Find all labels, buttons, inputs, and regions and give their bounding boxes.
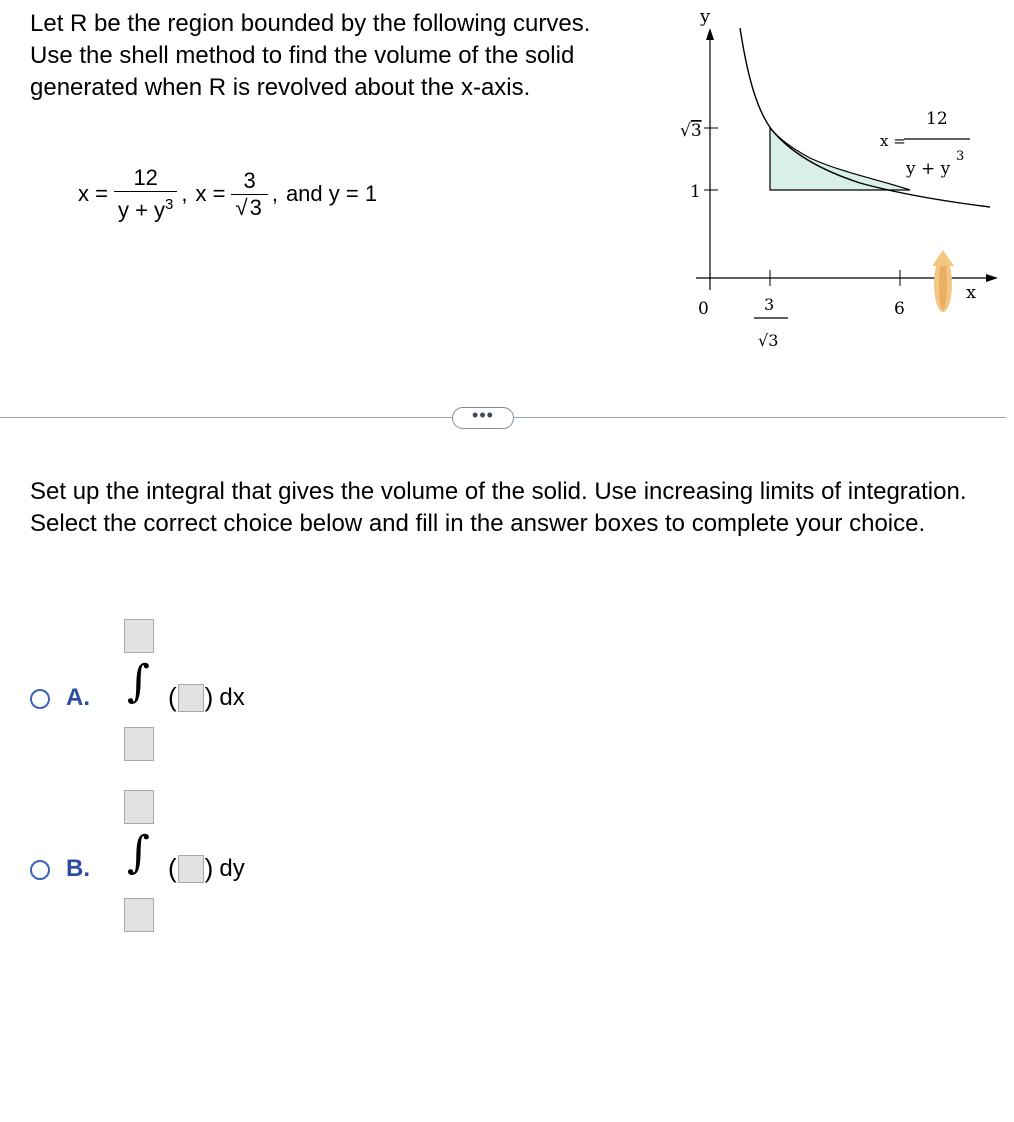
integral-sign-icon: ∫ — [127, 656, 150, 707]
instructions-text: Set up the integral that gives the volume of the solid. Use increasing limits of integration. Select the correct choice below and fill in the answer boxes to complete your choice. — [30, 478, 967, 537]
option-a-radio[interactable] — [30, 689, 50, 709]
option-b-differential: dy — [219, 854, 245, 882]
curve-label-den: y + y — [906, 159, 951, 179]
eq2-fraction — [231, 168, 267, 221]
right-paren: ) — [204, 853, 214, 883]
x-tick-6-label: 6 — [894, 299, 905, 319]
x-tick-frac-den: √3 — [758, 331, 779, 350]
x-axis-label: x — [966, 282, 977, 303]
problem-statement: Let R be the region bounded by the following curves. Use the shell method to find the volume of the solid generated when R is revolved about the x-axis. — [30, 10, 591, 101]
integral-sign-icon: ∫ — [127, 827, 150, 878]
eq1-denominator: $y + y^3$ — [114, 191, 177, 223]
x-tick-0-label: 0 — [698, 299, 709, 319]
option-b-lower-limit-input[interactable] — [124, 898, 154, 932]
given-equations — [78, 165, 377, 223]
eq1-numerator: 12 — [133, 165, 158, 190]
curve-label-lhs: x = — [880, 132, 906, 150]
option-a-upper-limit-input[interactable] — [124, 619, 154, 653]
y-tick-sqrt3-label: √3 — [680, 121, 702, 141]
eq3-text: and y = 1 — [285, 181, 378, 207]
rotation-arrow-icon — [932, 250, 954, 312]
option-a-differential: dx — [219, 683, 245, 711]
eq1-lhs: x = — [78, 181, 108, 207]
y-axis-arrow — [706, 28, 714, 40]
option-b-integrand — [168, 853, 245, 884]
option-a-integrand-input[interactable] — [178, 684, 204, 712]
option-b-radio[interactable] — [30, 860, 50, 880]
option-b-label[interactable]: B. — [66, 855, 90, 882]
curve-label-num: 12 — [926, 109, 948, 129]
option-a-lower-limit-input[interactable] — [124, 727, 154, 761]
eq-separator: , — [181, 181, 188, 207]
x-tick-frac-num: 3 — [764, 295, 775, 314]
option-b-upper-limit-input[interactable] — [124, 790, 154, 824]
left-paren: ( — [168, 853, 177, 883]
eq2-lhs: x = — [195, 181, 226, 207]
x-axis-arrow — [986, 274, 998, 282]
eq-separator: , — [271, 181, 278, 207]
eq1-fraction — [114, 165, 177, 223]
region-graph — [660, 0, 1000, 360]
curve-label-exp: 3 — [956, 149, 965, 164]
option-a-integrand — [168, 682, 245, 713]
right-paren: ) — [204, 682, 214, 712]
option-a-label[interactable]: A. — [66, 684, 90, 711]
option-b-integrand-input[interactable] — [178, 855, 204, 883]
y-tick-1-label: 1 — [690, 182, 701, 202]
eq2-denominator: √3 — [231, 194, 267, 221]
y-axis-label: y — [700, 6, 711, 27]
left-paren: ( — [168, 682, 177, 712]
eq2-numerator: 3 — [243, 167, 256, 193]
more-button[interactable]: ••• — [452, 407, 514, 429]
